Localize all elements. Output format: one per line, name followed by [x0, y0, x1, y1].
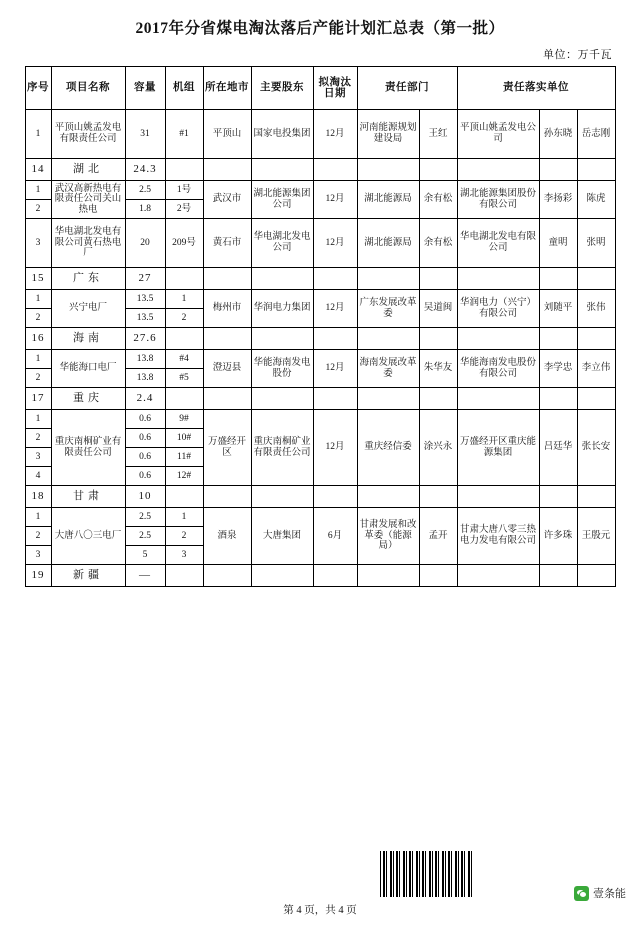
- cell-no: 3: [25, 546, 51, 565]
- cell-no: 2: [25, 309, 51, 328]
- cell-no: 1: [25, 290, 51, 309]
- section-blank-p1: [539, 328, 577, 350]
- cell-dept: 甘肃发展和改革委（能源局）: [357, 508, 419, 565]
- section-blank-loc: [203, 388, 251, 410]
- section-blank-date: [313, 486, 357, 508]
- section-capacity: 2.4: [125, 388, 165, 410]
- cell-no: 1: [25, 350, 51, 369]
- section-blank-deptp: [419, 486, 457, 508]
- section-blank-impl: [457, 388, 539, 410]
- section-blank-p2: [577, 486, 615, 508]
- cell-owner: 华能海南发电股份: [251, 350, 313, 388]
- section-blank-loc: [203, 486, 251, 508]
- section-blank-impl: [457, 159, 539, 181]
- section-no: 17: [25, 388, 51, 410]
- cell-unit: 1: [165, 290, 203, 309]
- section-blank-p2: [577, 268, 615, 290]
- section-blank-loc: [203, 268, 251, 290]
- cell-date: 12月: [313, 410, 357, 486]
- section-blank-owner: [251, 565, 313, 587]
- cell-dept-person: 吴道闽: [419, 290, 457, 328]
- header-owner: 主要股东: [251, 67, 313, 110]
- page-title: 2017年分省煤电淘汰落后产能计划汇总表（第一批）: [135, 20, 505, 37]
- section-capacity: 27: [125, 268, 165, 290]
- section-blank-dept: [357, 159, 419, 181]
- section-blank-date: [313, 328, 357, 350]
- section-no: 16: [25, 328, 51, 350]
- barcode-image: [380, 851, 472, 897]
- section-blank-impl: [457, 328, 539, 350]
- section-name: 重庆: [51, 388, 125, 410]
- header-unit: 机组: [165, 67, 203, 110]
- section-no: 14: [25, 159, 51, 181]
- section-name: 海南: [51, 328, 125, 350]
- province-section-row: [25, 328, 615, 350]
- cell-unit: 11#: [165, 448, 203, 467]
- province-section-row: [25, 486, 615, 508]
- cell-no: 2: [25, 527, 51, 546]
- cell-date: 12月: [313, 350, 357, 388]
- cell-impl-person-2: 张伟: [577, 290, 615, 328]
- cell-no: 3: [25, 219, 51, 268]
- cell-impl-person-1: 许多珠: [539, 508, 577, 565]
- cell-unit: #4: [165, 350, 203, 369]
- section-blank-owner: [251, 388, 313, 410]
- cell-date: 12月: [313, 110, 357, 159]
- section-blank-loc: [203, 565, 251, 587]
- section-blank-unit: [165, 388, 203, 410]
- cell-impl-person-1: 李扬彩: [539, 181, 577, 219]
- cell-capacity: 2.5: [125, 508, 165, 527]
- header-impl: 责任落实单位: [457, 67, 615, 110]
- section-blank-p2: [577, 328, 615, 350]
- cell-capacity: 13.8: [125, 350, 165, 369]
- cell-dept: 重庆经信委: [357, 410, 419, 486]
- cell-owner: 国家电投集团: [251, 110, 313, 159]
- cell-capacity: 13.8: [125, 369, 165, 388]
- section-blank-p1: [539, 486, 577, 508]
- cell-date: 6月: [313, 508, 357, 565]
- section-no: 19: [25, 565, 51, 587]
- wechat-account-name: 壹条能: [593, 888, 626, 900]
- cell-location: 梅州市: [203, 290, 251, 328]
- cell-impl: 万盛经开区重庆能源集团: [457, 410, 539, 486]
- header-date: 拟淘汰日期: [313, 67, 357, 110]
- header-capacity: 容量: [125, 67, 165, 110]
- province-section-row: [25, 268, 615, 290]
- section-blank-unit: [165, 268, 203, 290]
- cell-impl-person-2: 张明: [577, 219, 615, 268]
- section-capacity: —: [125, 565, 165, 587]
- cell-date: 12月: [313, 290, 357, 328]
- cell-impl-person-2: 陈虎: [577, 181, 615, 219]
- cell-dept-person: 余有松: [419, 219, 457, 268]
- section-blank-date: [313, 159, 357, 181]
- cell-project: 大唐八〇三电厂: [51, 508, 125, 565]
- document-page: [0, 16, 640, 925]
- cell-dept-person: 余有松: [419, 181, 457, 219]
- section-blank-dept: [357, 388, 419, 410]
- cell-date: 12月: [313, 219, 357, 268]
- cell-unit: 2: [165, 309, 203, 328]
- header-no: 序号: [25, 67, 51, 110]
- cell-dept-person: 朱华友: [419, 350, 457, 388]
- cell-project: 华电湖北发电有限公司黄石热电厂: [51, 219, 125, 268]
- cell-capacity: 0.6: [125, 467, 165, 486]
- cell-project: 武汉高新热电有限责任公司关山热电: [51, 181, 125, 219]
- unit-note: 单位：万千瓦: [543, 49, 612, 61]
- cell-capacity: 0.6: [125, 410, 165, 429]
- cell-impl-person-2: 王殷元: [577, 508, 615, 565]
- cell-capacity: 2.5: [125, 527, 165, 546]
- cell-capacity: 1.8: [125, 200, 165, 219]
- section-blank-deptp: [419, 388, 457, 410]
- section-no: 18: [25, 486, 51, 508]
- cell-owner: 大唐集团: [251, 508, 313, 565]
- table-row: [25, 181, 615, 200]
- section-name: 甘肃: [51, 486, 125, 508]
- cell-unit: 10#: [165, 429, 203, 448]
- table-row: [25, 508, 615, 527]
- section-capacity: 27.6: [125, 328, 165, 350]
- section-blank-unit: [165, 159, 203, 181]
- cell-dept-person: 王红: [419, 110, 457, 159]
- cell-no: 1: [25, 410, 51, 429]
- header-project: 项目名称: [51, 67, 125, 110]
- table-row: [25, 350, 615, 369]
- cell-location: 黄石市: [203, 219, 251, 268]
- cell-capacity: 5: [125, 546, 165, 565]
- wechat-icon: [574, 886, 589, 901]
- cell-owner: 湖北能源集团公司: [251, 181, 313, 219]
- cell-impl: 平顶山姚孟发电公司: [457, 110, 539, 159]
- cell-impl: 甘肃大唐八零三热电力发电有限公司: [457, 508, 539, 565]
- section-blank-impl: [457, 268, 539, 290]
- cell-owner: 华电湖北发电公司: [251, 219, 313, 268]
- cell-capacity: 13.5: [125, 290, 165, 309]
- section-blank-deptp: [419, 159, 457, 181]
- cell-no: 4: [25, 467, 51, 486]
- section-blank-p2: [577, 159, 615, 181]
- cell-project: 兴宁电厂: [51, 290, 125, 328]
- province-section-row: [25, 388, 615, 410]
- cell-unit: #5: [165, 369, 203, 388]
- section-blank-date: [313, 388, 357, 410]
- cell-no: 1: [25, 508, 51, 527]
- cell-impl: 华润电力（兴宁）有限公司: [457, 290, 539, 328]
- section-blank-p2: [577, 565, 615, 587]
- cell-no: 2: [25, 429, 51, 448]
- section-capacity: 10: [125, 486, 165, 508]
- section-name: 新疆: [51, 565, 125, 587]
- section-blank-deptp: [419, 268, 457, 290]
- section-blank-deptp: [419, 328, 457, 350]
- header-dept: 责任部门: [357, 67, 457, 110]
- cell-location: 万盛经开区: [203, 410, 251, 486]
- section-name: 广东: [51, 268, 125, 290]
- cell-unit: 3: [165, 546, 203, 565]
- cell-impl-person-1: 李学忠: [539, 350, 577, 388]
- cell-capacity: 0.6: [125, 448, 165, 467]
- cell-dept: 湖北能源局: [357, 181, 419, 219]
- cell-capacity: 20: [125, 219, 165, 268]
- cell-impl-person-1: 童明: [539, 219, 577, 268]
- cell-unit: 2: [165, 527, 203, 546]
- section-blank-unit: [165, 486, 203, 508]
- cell-impl-person-2: 张长安: [577, 410, 615, 486]
- cell-unit: #1: [165, 110, 203, 159]
- table-body: [25, 110, 615, 587]
- cell-location: 澄迈县: [203, 350, 251, 388]
- page-footer: 第 4 页，共 4 页: [283, 905, 357, 916]
- section-blank-owner: [251, 328, 313, 350]
- cell-capacity: 0.6: [125, 429, 165, 448]
- cell-project: 华能海口电厂: [51, 350, 125, 388]
- table-row: [25, 110, 615, 159]
- section-blank-impl: [457, 565, 539, 587]
- section-no: 15: [25, 268, 51, 290]
- cell-impl: 湖北能源集团股份有限公司: [457, 181, 539, 219]
- section-blank-dept: [357, 486, 419, 508]
- section-blank-impl: [457, 486, 539, 508]
- cell-location: 平顶山: [203, 110, 251, 159]
- cell-dept: 海南发展改革委: [357, 350, 419, 388]
- cell-impl-person-1: 刘随平: [539, 290, 577, 328]
- table-row: [25, 290, 615, 309]
- cell-capacity: 2.5: [125, 181, 165, 200]
- cell-owner: 华润电力集团: [251, 290, 313, 328]
- cell-no: 1: [25, 110, 51, 159]
- cell-owner: 重庆南桐矿业有限责任公司: [251, 410, 313, 486]
- cell-impl-person-1: 吕廷华: [539, 410, 577, 486]
- section-blank-dept: [357, 268, 419, 290]
- section-blank-p2: [577, 388, 615, 410]
- cell-no: 1: [25, 181, 51, 200]
- section-blank-owner: [251, 486, 313, 508]
- section-blank-p1: [539, 159, 577, 181]
- cell-impl-person-1: 孙东晓: [539, 110, 577, 159]
- capacity-elimination-table: [25, 66, 616, 587]
- section-blank-unit: [165, 565, 203, 587]
- section-blank-dept: [357, 328, 419, 350]
- cell-no: 2: [25, 200, 51, 219]
- province-section-row: [25, 159, 615, 181]
- cell-unit: 1: [165, 508, 203, 527]
- table-row: [25, 219, 615, 268]
- cell-impl: 华电湖北发电有限公司: [457, 219, 539, 268]
- section-capacity: 24.3: [125, 159, 165, 181]
- cell-dept: 广东发展改革委: [357, 290, 419, 328]
- cell-no: 3: [25, 448, 51, 467]
- cell-no: 2: [25, 369, 51, 388]
- cell-capacity: 13.5: [125, 309, 165, 328]
- section-blank-p1: [539, 388, 577, 410]
- province-section-row: [25, 565, 615, 587]
- wechat-watermark: [574, 885, 626, 901]
- table-header-row: [25, 67, 615, 110]
- section-blank-dept: [357, 565, 419, 587]
- section-blank-unit: [165, 328, 203, 350]
- cell-impl-person-2: 岳志刚: [577, 110, 615, 159]
- cell-location: 酒泉: [203, 508, 251, 565]
- cell-impl-person-2: 李立伟: [577, 350, 615, 388]
- cell-dept: 湖北能源局: [357, 219, 419, 268]
- cell-dept-person: 涂兴永: [419, 410, 457, 486]
- cell-location: 武汉市: [203, 181, 251, 219]
- cell-project: 平顶山姚孟发电有限责任公司: [51, 110, 125, 159]
- section-blank-p1: [539, 268, 577, 290]
- section-blank-date: [313, 268, 357, 290]
- cell-date: 12月: [313, 181, 357, 219]
- section-blank-owner: [251, 268, 313, 290]
- cell-dept-person: 孟开: [419, 508, 457, 565]
- cell-unit: 209号: [165, 219, 203, 268]
- section-blank-p1: [539, 565, 577, 587]
- section-blank-loc: [203, 159, 251, 181]
- section-blank-owner: [251, 159, 313, 181]
- cell-capacity: 31: [125, 110, 165, 159]
- section-name: 湖北: [51, 159, 125, 181]
- cell-unit: 2号: [165, 200, 203, 219]
- cell-project: 重庆南桐矿业有限责任公司: [51, 410, 125, 486]
- section-blank-date: [313, 565, 357, 587]
- cell-unit: 1号: [165, 181, 203, 200]
- table-row: [25, 410, 615, 429]
- header-location: 所在地市: [203, 67, 251, 110]
- section-blank-deptp: [419, 565, 457, 587]
- cell-unit: 9#: [165, 410, 203, 429]
- cell-impl: 华能海南发电股份有限公司: [457, 350, 539, 388]
- cell-unit: 12#: [165, 467, 203, 486]
- section-blank-loc: [203, 328, 251, 350]
- cell-dept: 河南能源规划建设局: [357, 110, 419, 159]
